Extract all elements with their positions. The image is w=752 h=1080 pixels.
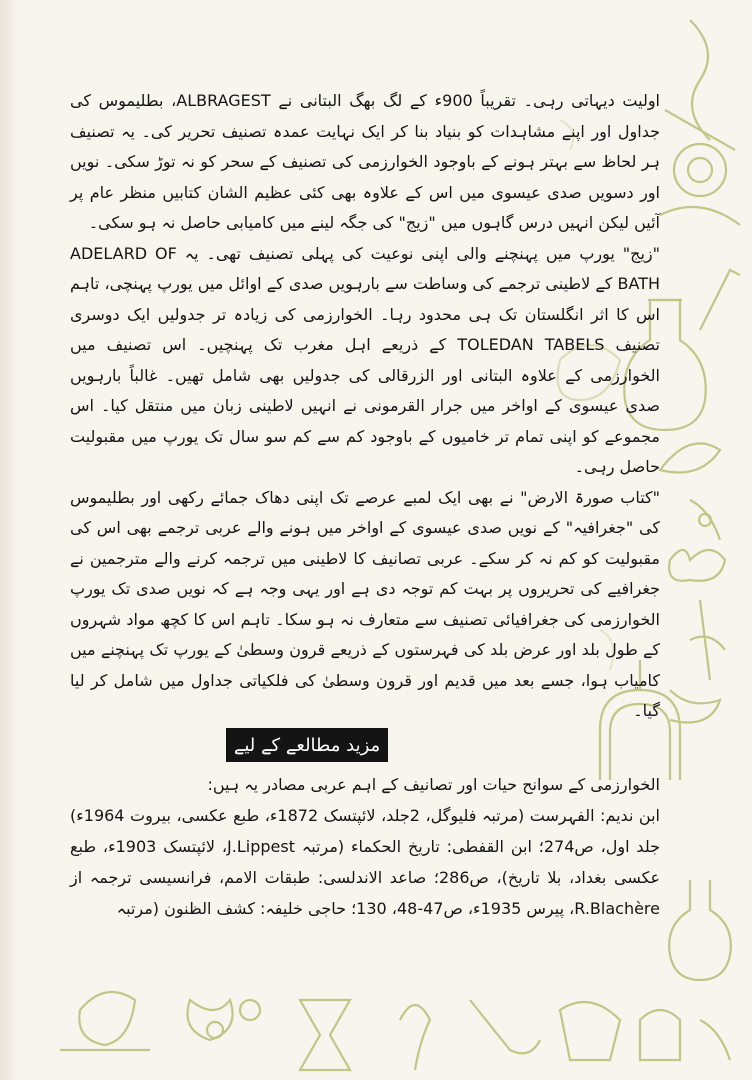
references-block [70,769,660,924]
references-body: ابن ندیم: الفہرست (مرتبہ فلیوگل، 2جلد، لائپتسک 1872ء، طبع عکسی، بیروت 1964ء) جلد اول، ص274؛ ابن القفطی: تاریخ الحکماء (مرتبہ J.Lippest، لائپتسک 1903ء، طبع عکسی بغداد، بلا تاریخ)، ص286؛ صاعد الاندلسی: طبقات الامم، فرانسیسی ترجمہ از R.Blachère، پیرس 1935ء، ص47-48، 130؛ حاجی خلیفہ: کشف الظنون (مرتبہ [70,806,661,918]
paragraph-1: اولیت دیہاتی رہی۔ تقریباً 900ء کے لگ بھگ البتانی نے ALBRAGEST، بطلیموس کی جداول اور اپنے مشاہدات کو بنیاد بنا کر ایک نہایت عمدہ تصنیف تحریر کی۔ یہ تصنیف ہر لحاظ سے بہتر ہونے کے باوجود الخوارزمی کی تصنیف کے سحر کو نہ توڑ سکی۔ نویں اور دسویں صدی عیسوی میں اس کے علاوہ بھی کئی عظیم الشان کتابیں منظر عام پر آئیں لیکن انہیں درس گاہوں میں "زیج" کی جگہ لینے میں کامیابی حاصل نہ ہو سکی۔ [70,91,660,232]
main-text-body [70,86,660,727]
references-intro: الخوارزمی کے سوانح حیات اور تصانیف کے اہم عربی مصادر یہ ہیں: [207,775,660,794]
paragraph-3: "کتاب صورۃ الارض" نے بھی ایک لمبے عرصے تک اپنی دھاک جمائے رکھی اور بطلیموس کی "جغرافیہ" کے نویں صدی عیسوی کے اواخر میں ہونے والے عربی ترجمے بھی اس کی مقبولیت کو کم نہ کر سکے۔ عربی تصانیف کا لاطینی میں ترجمہ کرنے والے مترجمین نے جغرافیے کی تحریروں پر بہت کم توجہ دی ہے اور یہی وجہ ہے کہ نویں صدی تک یورپ الخوارزمی کی جغرافیائی تصنیف سے متعارف نہ ہو سکا۔ تاہم اس کا کچھ مواد شہروں کے طول بلد اور عرض بلد کی فہرستوں کے ذریعے قرون وسطیٰ کے یورپ تک پہنچنے میں کامیاب ہوا، جسے بعد میں قدیم اور قرون وسطیٰ کی فلکیاتی جداول میں شامل کر لیا گیا۔ [70,487,660,720]
further-reading-heading: مزید مطالعے کے لیے [226,728,388,762]
paragraph-2: "زیج" یورپ میں پہنچنے والی اپنی نوعیت کی پہلی تصنیف تھی۔ یہ ADELARD OF BATH کے لاطینی ترجمے کی وساطت سے بارہویں صدی کے اوائل میں یورپ پہنچی، تاہم اس کا اثر انگلستان تک ہی محدود رہا۔ الخوارزمی کی زیادہ تر جدولیں ایک دوسری تصنیف TOLEDAN TABELS کے ذریعے اہل مغرب تک پہنچیں۔ اس تصنیف میں الخوارزمی کے علاوہ البتانی اور الزرقالی کی جدولیں بھی شامل تھیں۔ غالباً بارہویں صدی عیسوی کے اواخر میں جرار القرمونی نے انہیں لاطینی زبان میں منتقل کیا۔ اس مجموعے کو اپنی تمام تر خامیوں کے باوجود کم سے کم سو سال تک یورپ میں مقبولیت حاصل رہی۔ [70,243,661,476]
